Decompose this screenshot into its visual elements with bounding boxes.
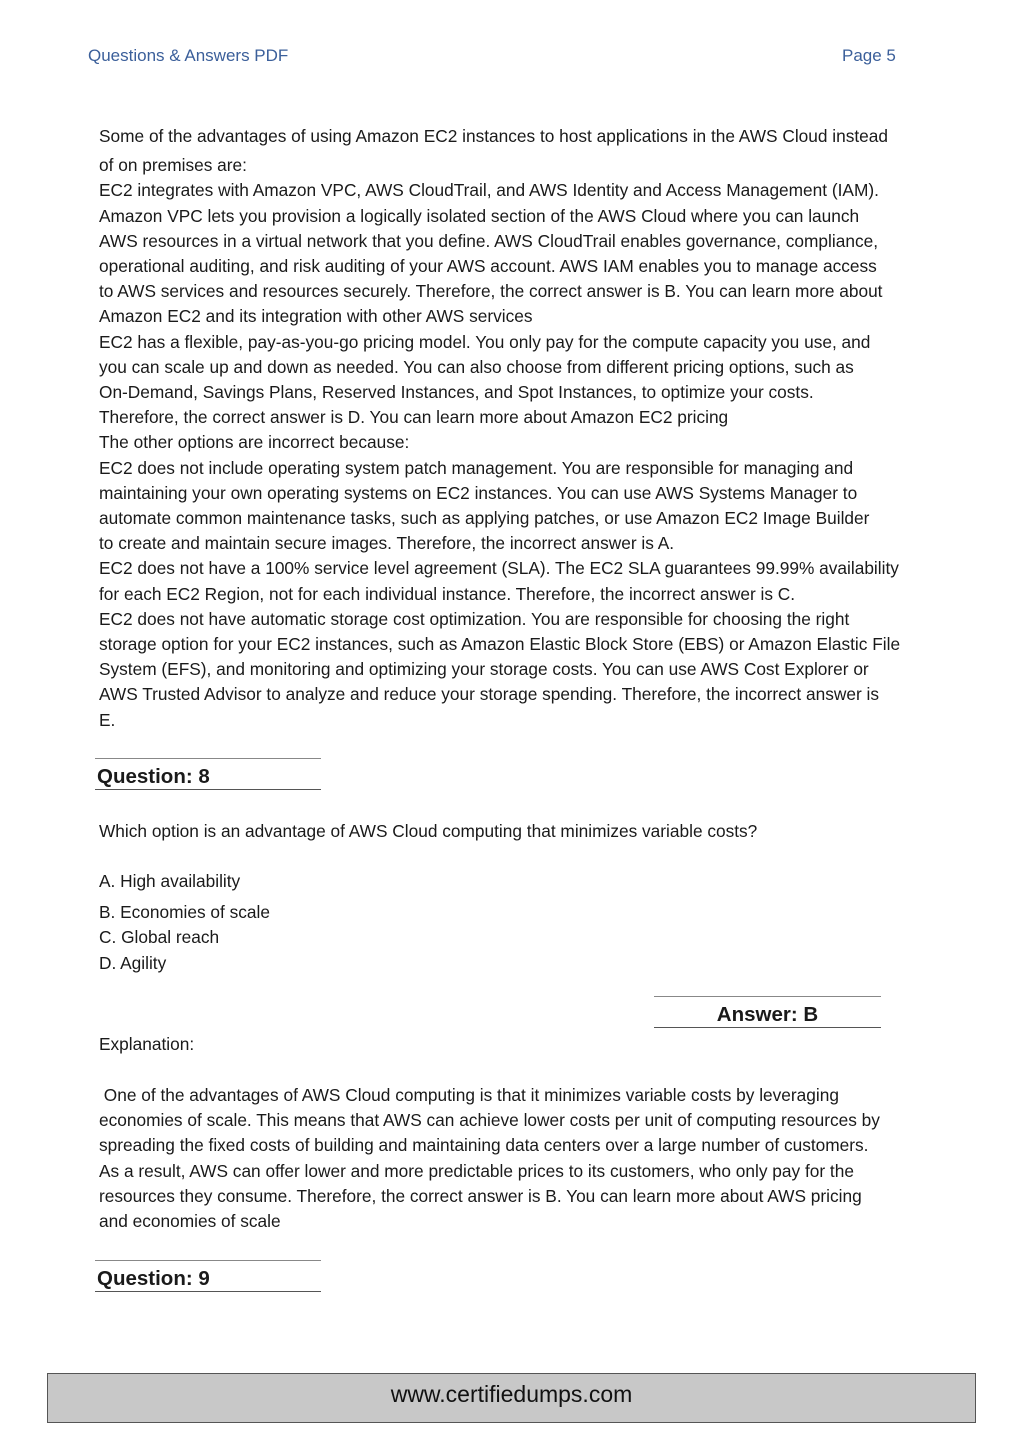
text-line: of on premises are: [99,155,247,176]
footer-url[interactable]: www.certifiedumps.com [390,1381,633,1407]
text-line: EC2 does not have a 100% service level agreement (SLA). The EC2 SLA guarantees 99.99% availability [99,558,899,579]
question-8-explanation [99,1083,979,1234]
text-line: Amazon VPC lets you provision a logically isolated section of the AWS Cloud where you can launch [99,205,860,226]
text-line: EC2 does not include operating system patch management. You are responsible for managing and [99,457,854,478]
question-title: Question: 9 [97,1267,210,1290]
text-line: maintaining your own operating systems on EC2 instances. You can use AWS Systems Manager to [99,482,858,503]
question-prompt: Which option is an advantage of AWS Cloud computing that minimizes variable costs? [99,821,758,841]
text-line: EC2 has a flexible, pay-as-you-go pricing model. You only pay for the compute capacity you use, and [99,331,871,352]
text-line: E. [99,709,116,730]
footer-banner [47,1373,976,1423]
page-number: Page 5 [842,46,896,65]
header-title: Questions & Answers PDF [88,46,289,65]
explanation-label: Explanation: [99,1034,195,1054]
answer-box [654,996,881,1028]
text-line: System (EFS), and monitoring and optimizing your storage costs. You can use AWS Cost Explorer or [99,659,869,680]
text-line: resources they consume. Therefore, the correct answer is B. You can learn more about AWS pricing [99,1185,862,1206]
text-line: AWS resources in a virtual network that you define. AWS CloudTrail enables governance, compliance, [99,230,878,251]
text-line: As a result, AWS can offer lower and more predictable prices to its customers, who only pay for the [99,1160,854,1181]
text-line: economies of scale. This means that AWS can achieve lower costs per unit of computing resources by [99,1110,880,1131]
option-a: A. High availability [99,871,241,891]
text-line: to create and maintain secure images. Therefore, the incorrect answer is A. [99,533,675,554]
text-line: you can scale up and down as needed. You can also choose from different pricing options, such as [99,356,854,377]
text-line: storage option for your EC2 instances, such as Amazon Elastic Block Store (EBS) or Amazon Elastic File [99,634,901,655]
text-line: spreading the fixed costs of building and maintaining data centers over a large number of customers. [99,1135,869,1156]
text-line: On-Demand, Savings Plans, Reserved Instances, and Spot Instances, to optimize your costs. [99,382,814,403]
text-line: automate common maintenance tasks, such as applying patches, or use Amazon EC2 Image Builder [99,508,870,529]
question-9-heading [95,1260,321,1292]
intro-explanation [99,124,979,733]
divider [95,1291,321,1292]
text-line: operational auditing, and risk auditing of your AWS account. AWS IAM enables you to manage access [99,256,877,277]
question-8-heading [95,758,321,790]
question-title: Question: 8 [97,765,210,788]
text-line: and economies of scale [99,1211,281,1232]
text-line: Therefore, the correct answer is D. You can learn more about Amazon EC2 pricing [99,407,729,428]
text-line: AWS Trusted Advisor to analyze and reduce your storage spending. Therefore, the incorrect answer is [99,684,879,705]
option-c: C. Global reach [99,927,220,947]
text-line: to AWS services and resources securely. Therefore, the correct answer is B. You can learn more about [99,281,883,302]
divider [95,789,321,790]
text-line: Some of the advantages of using Amazon EC2 instances to host applications in the AWS Cloud instead [99,126,889,146]
divider [654,1027,881,1028]
text-line: The other options are incorrect because: [99,432,410,453]
text-line: EC2 does not have automatic storage cost optimization. You are responsible for choosing the right [99,608,850,629]
text-line: EC2 integrates with Amazon VPC, AWS CloudTrail, and AWS Identity and Access Management (IAM). [99,180,879,201]
answer-label: Answer: B [716,1003,819,1026]
text-line: One of the advantages of AWS Cloud computing is that it minimizes variable costs by leveraging [99,1085,839,1105]
text-line: for each EC2 Region, not for each individual instance. Therefore, the incorrect answer is C. [99,583,796,604]
option-b: B. Economies of scale [99,902,270,922]
option-d: D. Agility [99,953,167,973]
text-line: Amazon EC2 and its integration with other AWS services [99,306,533,327]
